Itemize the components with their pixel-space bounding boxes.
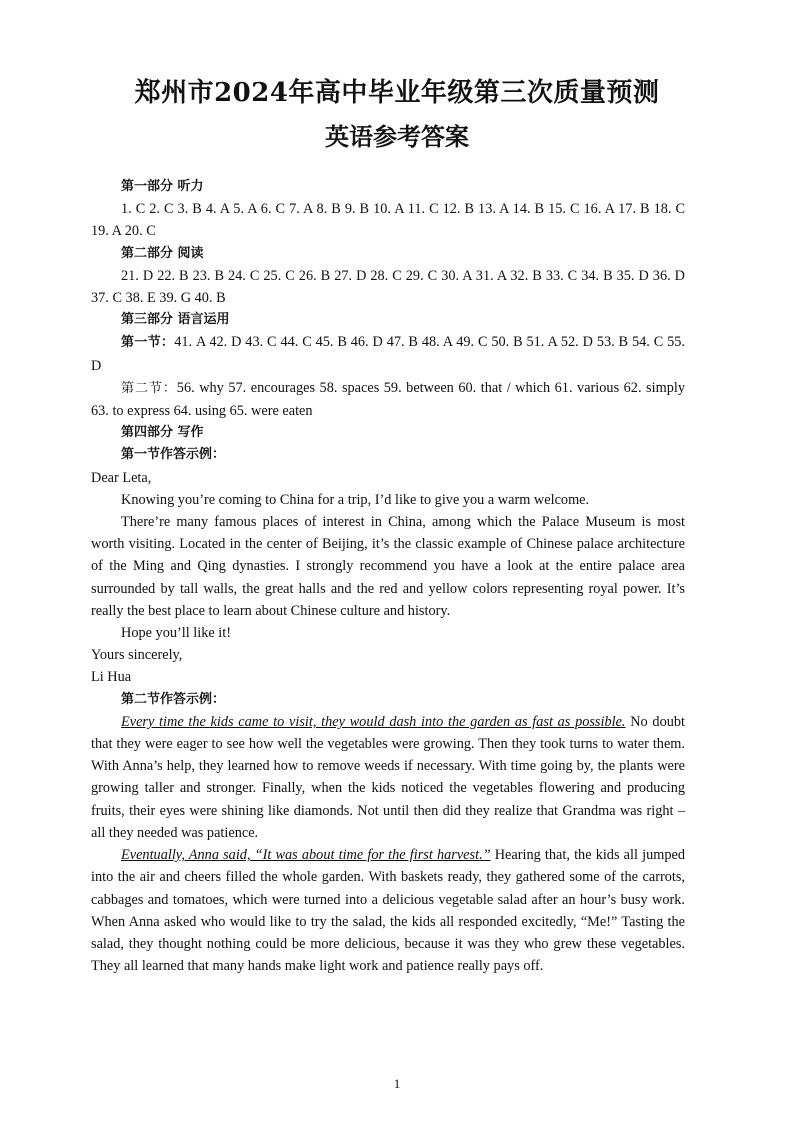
part3-section2 [91,377,685,422]
section2-answers: 56. why 57. encourages 58. spaces 59. between 60. that / which 61. various 62. simply 63. to express 64. using 65. were eaten [91,379,685,420]
story-p1-lead-sentence: Every time the kids came to visit, they would dash into the garden as fast as possible. [121,713,626,730]
letter-paragraph-1: Knowing you’re coming to China for a trip, I’d like to give you a warm welcome. [121,491,590,508]
section2-label: 第二节： [121,380,177,396]
part3-heading: 第三部分 语言运用 [121,312,230,328]
story-paragraph-2 [91,844,685,977]
writing-sec1-heading: 第一节作答示例： [121,447,226,463]
part1-answers: 1. C 2. C 3. B 4. A 5. A 6. C 7. A 8. B 9. B 10. A 11. C 12. B 13. A 14. B 15. C 16. A 17. B 18. C 19. A 20. C [91,201,685,240]
part1-heading: 第一部分 听力 [121,179,204,194]
story-paragraph-1 [91,711,685,844]
part3-section1 [91,331,685,376]
page-number: 1 [393,1076,401,1091]
letter-greeting: Dear Leta, [91,469,152,486]
story-p2-lead-sentence: Eventually, Anna said, “It was about time for the first harvest.” [121,847,491,864]
section1-answers: 41. A 42. D 43. C 44. C 45. B 46. D 47. B 48. A 49. C 50. B 51. A 52. D 53. B 54. C 55. D [91,334,685,374]
answer-content [91,176,685,977]
letter-paragraph-2: There’re many famous places of interest in China, among which the Palace Museum is most worth visiting. Located in the center of Beijing, it’s the classic example of Chinese palace architecture of the Ming and Qing dynasties. I strongly recommend you have a look at the entire palace area surrounded by tall walls, the great halls and the red and yellow colors representing royal power. It’s really the best place to learn about Chinese culture and history. [91,514,685,619]
document-title: 郑州市2024年高中毕业年级第三次质量预测 [134,78,660,108]
document-subtitle: 英语参考答案 [325,122,469,151]
letter-closing: Yours sincerely, [91,647,183,664]
part2-answers: 21. D 22. B 23. B 24. C 25. C 26. B 27. D 28. C 29. C 30. A 31. A 32. B 33. C 34. B 35. D 36. D 37. C 38. E 39. G 40. B [91,267,685,307]
part4-heading: 第四部分 写作 [121,425,204,441]
writing-sec2-heading: 第二节作答示例： [121,691,226,707]
part2-heading: 第二部分 阅读 [121,245,204,261]
letter-signature: Li Hua [91,669,132,686]
section1-label: 第一节： [121,335,175,351]
letter-paragraph-3: Hope you’ll like it! [121,625,231,642]
story-p2-body: Hearing that, the kids all jumped into the air and cheers filled the whole garden. With baskets ready, they gathered some of the carrots, cabbages and tomatoes, which were turned into a delicious vegetable salad after an hour’s busy work. When Anna asked who would like to try the salad, the kids all responded excitedly, “Me!” Tasting the salad, they thought nothing could be more delicious, because it was they who grew these vegetables. They all learned that many hands make light work and patience really pays off. [91,847,685,975]
story-p1-body: No doubt that they were eager to see how well the vegetables were growing. Then they took turns to water them. With Anna’s help, they learned how to remove weeds if necessary. With time going by, the plants were growing taller and stronger. Finally, when the kids noticed the vegetables flowering and producing fruits, their eyes were shining like diamonds. Not until then did they realize that Grandma was right – all they needed was patience. [91,713,685,841]
